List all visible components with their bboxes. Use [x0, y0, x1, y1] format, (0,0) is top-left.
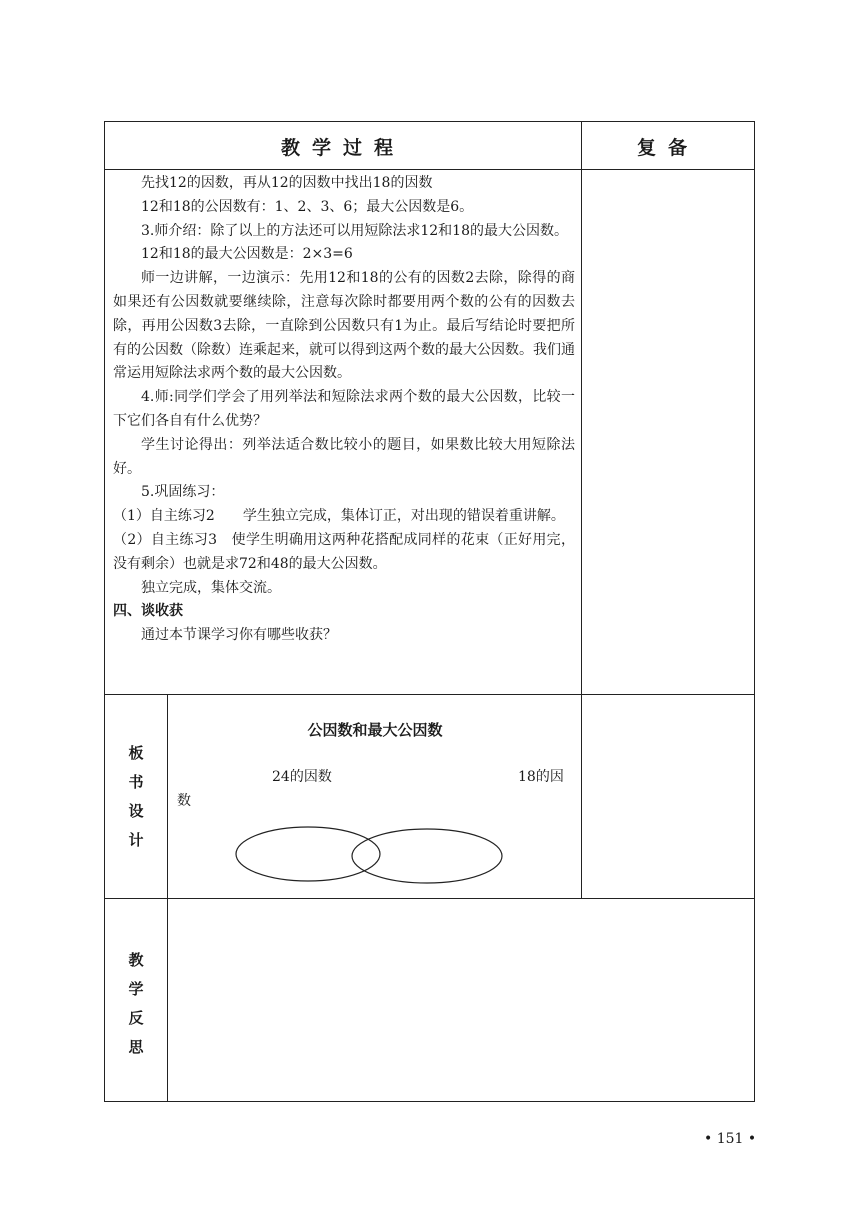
process-paragraph: 12和18的公因数有：1、2、3、6；最大公因数是6。: [141, 198, 474, 215]
process-paragraph: （2）自主练习3 使学生明确用这两种花搭配成同样的花束（正好用完，没有剩余）也就是求72和48的最大公因数。: [113, 531, 575, 572]
reflection-label-char: 学: [128, 980, 144, 998]
page-number: • 151 •: [704, 1131, 757, 1147]
board-label-char: 板: [128, 744, 144, 762]
venn-left-caption: 24的因数: [272, 769, 332, 785]
process-paragraph: 先找12的因数，再从12的因数中找出18的因数: [141, 175, 433, 191]
board-label-char: 设: [128, 802, 144, 820]
reflection-label-char: 思: [128, 1038, 144, 1056]
header-process: 教学过程: [280, 136, 405, 159]
process-paragraph: 独立完成，集体交流。: [141, 579, 281, 596]
process-bottom-rule: [105, 694, 754, 695]
process-paragraph: 师一边讲解，一边演示：先用12和18的公有的因数2去除，除得的商如果还有公因数就要继续除，注意每次除时都要用两个数的公有的因数去除，再用公因数3去除，一直除到公因数只有1为止。最后写结论时要把所有的公因数（除数）连乘起来，就可以得到这两个数的最大公因数。我们通常运用短除法求两个数的最大公因数。: [113, 270, 575, 382]
section-heading: 四、谈收获: [113, 603, 183, 620]
reflection-label-char: 教: [128, 951, 144, 969]
board-label-char: 计: [128, 831, 144, 849]
board-design-label: [105, 739, 167, 855]
lesson-table: [104, 121, 755, 1102]
venn-diagram: [235, 822, 515, 886]
reflection-label-char: 反: [128, 1009, 144, 1027]
process-paragraph: 12和18的最大公因数是：2×3=6: [141, 246, 353, 263]
header-review: 复备: [636, 136, 699, 159]
process-paragraph: 4.师:同学们学会了用列举法和短除法求两个数的最大公因数，比较一下它们各自有什么优势？: [113, 389, 575, 429]
process-content: [113, 172, 575, 648]
reflection-label: [105, 946, 167, 1062]
process-paragraph: 5.巩固练习：: [141, 484, 225, 501]
process-paragraph: 学生讨论得出：列举法适合数比较小的题目，如果数比较大用短除法好。: [113, 436, 575, 477]
process-paragraph: 通过本节课学习你有哪些收获？: [141, 627, 337, 644]
venn-left-ellipse: [236, 827, 380, 881]
board-label-char: 书: [128, 773, 144, 791]
board-title: 公因数和最大公因数: [307, 721, 443, 739]
venn-right-ellipse: [352, 829, 502, 883]
process-paragraph: 3.师介绍：除了以上的方法还可以用短除法求12和18的最大公因数。: [141, 222, 568, 239]
board-bottom-rule: [105, 898, 754, 899]
venn-right-caption-continued: 数: [177, 793, 191, 809]
divider-review-column: [581, 122, 582, 899]
process-paragraph: （1）自主练习2 学生独立完成，集体订正，对出现的错误着重讲解。: [113, 508, 565, 525]
venn-right-caption: 18的因: [518, 769, 564, 785]
